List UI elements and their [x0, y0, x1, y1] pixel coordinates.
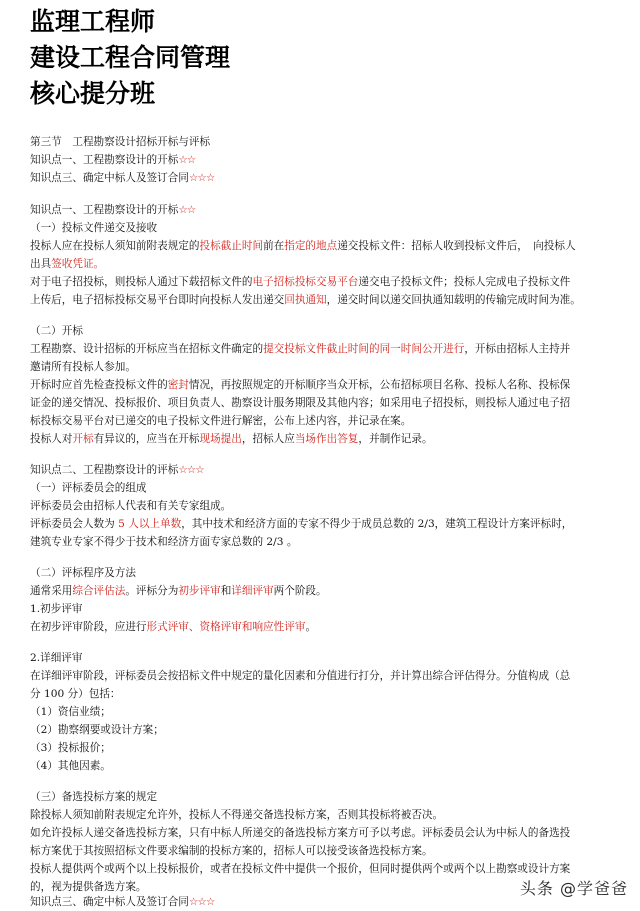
star-rating: ☆☆ [178, 154, 196, 166]
k2-sub1-title: （一）评标委员会的组成 [30, 482, 147, 494]
k2-sub3-line: 除投标人须知前附表规定允许外，投标人不得递交备选投标方案，否则其投标将被否决。 [30, 809, 444, 821]
k1-sub2-line: 投标人对开标有异议的，应当在开标现场提出，招标人应当场作出答复，并制作记录。 [30, 433, 433, 445]
k1-sub2-title: （二）开标 [30, 325, 83, 337]
list-item: （3）投标报价； [30, 742, 111, 754]
title-line-1: 监理工程师 [30, 7, 156, 36]
star-rating: ☆☆ [178, 204, 196, 216]
k2-sub2-h2: 2.详细评审 [30, 652, 83, 664]
k2-sub3-line: 标方案优于其按照招标文件要求编制的投标方案的，招标人可以接受该备选投标方案。 [30, 845, 433, 857]
k2-sub1-line: 评标委员会由招标人代表和有关专家组成。 [30, 500, 232, 512]
k2-heading: 知识点二、工程勘察设计的评标☆☆☆ [30, 464, 204, 476]
k1-sub2-line: 证金的递交情况、投标报价、项目负责人、勘察设计服务期限及其他内容；如采用电子招投标，则投标人通过电子招 [30, 397, 571, 409]
k2-sub3-line: 投标人提供两个或两个以上投标报价，或者在投标文件中提供一个报价，但同时提供两个或两个以上勘察或设计方案 [30, 863, 571, 875]
k1-sub1-line: 对于电子招投标，则投标人通过下载招标文件的电子招标投标交易平台递交电子投标文件；投标人完成电子投标文件 [30, 276, 571, 288]
k2-sub2-line: 在初步评审阶段，应进行形式评审、资格评审和响应性评审。 [30, 621, 317, 633]
k1-sub2-line: 邀请所有投标人参加。 [30, 361, 136, 373]
title-line-3: 核心提分班 [30, 79, 156, 108]
k2-sub1-line: 建筑专业专家不得少于技术和经济方面专家总数的 2/3 。 [30, 536, 298, 548]
list-item: （4）其他因素。 [30, 760, 111, 772]
k2-sub2-line: 分 100 分）包括： [30, 688, 121, 700]
toc-item-1: 知识点一、工程勘察设计的开标☆☆ [30, 154, 196, 166]
k1-sub1-title: （一）投标文件递交及接收 [30, 222, 158, 234]
watermark: 头条 @学爸爸 [519, 879, 628, 898]
k1-sub2-line: 标投标交易平台对已递交的电子投标文件进行解密，公布上述内容，并记录在案。 [30, 415, 412, 427]
k2-sub2-h1: 1.初步评审 [30, 603, 83, 615]
k2-sub2-title: （二）评标程序及方法 [30, 567, 136, 579]
k2-sub2-line: 通常采用综合评估法。评标分为初步评审和详细评审两个阶段。 [30, 585, 327, 597]
k2-sub2-line: 在详细评审阶段，评标委员会按招标文件中规定的量化因素和分值进行打分，并计算出综合评估得分。分值构成（总 [30, 670, 571, 682]
k2-sub3-line: 如允许投标人递交备选投标方案，只有中标人所递交的备选投标方案方可予以考虑。评标委员会认为中标人的备选投 [30, 827, 571, 839]
toc-section: 第三节 工程勘察设计招标开标与评标 [30, 136, 211, 148]
title-block [30, 4, 230, 112]
k1-sub1-line: 上传后，电子招标投标交易平台即时向投标人发出递交回执通知，递交时间以递交回执通知载明的传输完成时间为准。 [30, 294, 581, 306]
list-item: （1）资信业绩； [30, 706, 111, 718]
k1-heading: 知识点一、工程勘察设计的开标☆☆ [30, 204, 196, 216]
k3-heading: 知识点三、确定中标人及签订合同☆☆☆ [30, 896, 215, 908]
star-rating: ☆☆☆ [188, 896, 215, 908]
star-rating: ☆☆☆ [188, 172, 215, 184]
k1-sub1-line: 投标人应在投标人须知前附表规定的投标截止时间前在指定的地点递交投标文件：招标人收到投标文件后， 向投标人 [30, 240, 576, 252]
star-rating: ☆☆☆ [178, 464, 204, 476]
k2-sub3-line: 的，视为提供备选方案。 [30, 881, 147, 893]
list-item: （2）勘察纲要或设计方案； [30, 724, 164, 736]
k1-sub1-line: 出具签收凭证。 [30, 258, 105, 270]
toc-item-3: 知识点三、确定中标人及签订合同☆☆☆ [30, 172, 215, 184]
title-line-2: 建设工程合同管理 [30, 43, 231, 72]
k2-sub1-line: 评标委员会人数为 5 人以上单数，其中技术和经济方面的专家不得少于成员总数的 2/3，建筑工程设计方案评标时， [30, 518, 573, 530]
k1-sub2-line: 开标时应首先检查投标文件的密封情况，再按照规定的开标顺序当众开标，公布招标项目名称、投标人名称、投标保 [30, 379, 571, 391]
k2-sub3-title: （三）备选投标方案的规定 [30, 791, 158, 803]
k1-sub2-line: 工程勘察、设计招标的开标应当在招标文件确定的提交投标文件截止时间的同一时间公开进行，开标由招标人主持并 [30, 343, 571, 355]
